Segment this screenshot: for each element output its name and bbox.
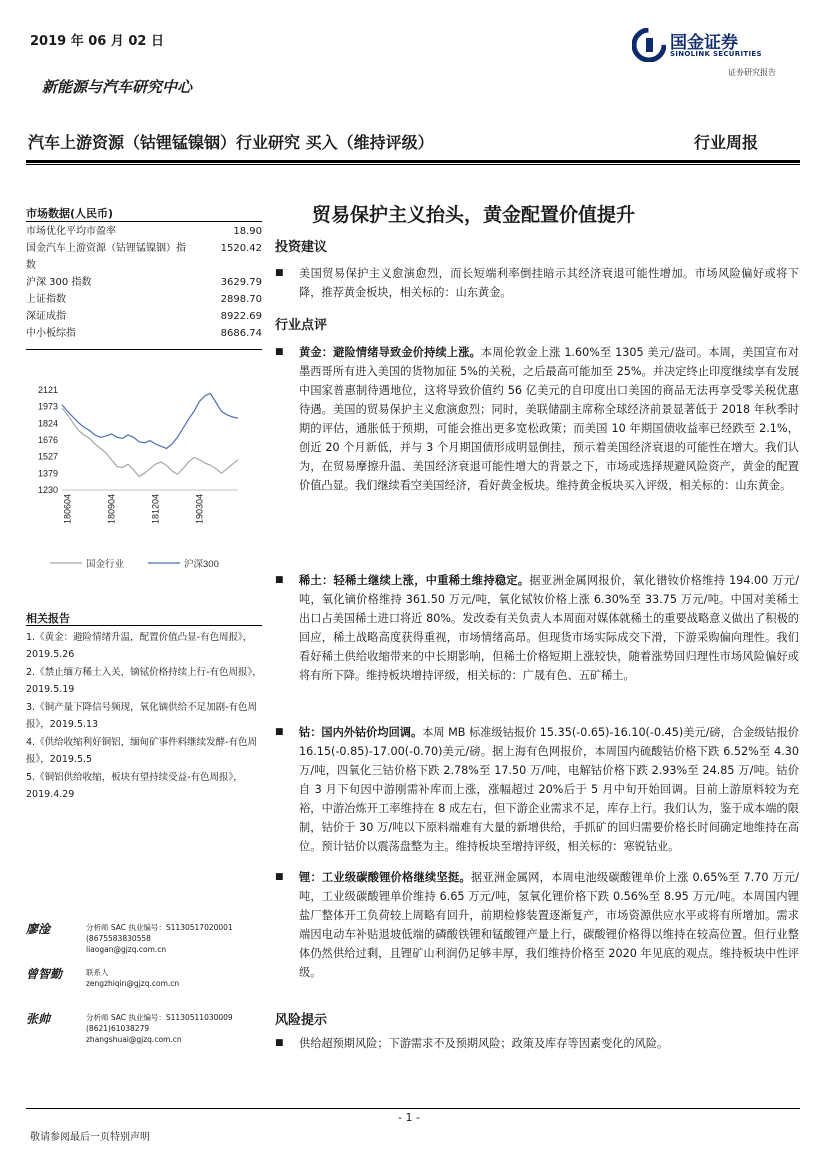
analyst-phone: (8675583830558 <box>86 934 151 943</box>
related-reports-rule <box>26 625 262 626</box>
market-label: 市场优化平均市盈率 <box>26 226 116 237</box>
lithium-heading: 锂：工业级碳酸锂价格继续坚挺。 <box>299 871 471 884</box>
page-number: - 1 - <box>398 1111 420 1124</box>
market-value: 1520.42 <box>220 243 262 254</box>
analyst-name: 曾智勤 <box>26 967 63 981</box>
rare-earth-paragraph <box>275 571 799 685</box>
cobalt-heading: 钴：国内外钴价均回调。 <box>299 726 423 739</box>
market-data-end-rule <box>26 349 262 350</box>
footer-divider <box>26 1108 800 1109</box>
risk-text: ■ 供给超预期风险；下游需求不及预期风险；政策及库存等因素变化的风险。 <box>275 1034 799 1053</box>
analyst-info <box>86 1012 233 1045</box>
y-tick-label: 1973 <box>37 401 58 412</box>
market-row <box>26 325 262 342</box>
analyst-cert: 分析师 SAC 执业编号：S1130511030009 <box>86 1013 233 1022</box>
cobalt-section <box>275 723 799 856</box>
analyst-name: 张帅 <box>26 1012 51 1026</box>
report-headline: 汽车上游资源（钴锂锰镍铟）行业研究 买入（维持评级） <box>28 133 434 152</box>
market-label: 中小板综指 <box>26 328 76 339</box>
analyst-email[interactable]: zhangshuai@gjzq.com.cn <box>86 1035 182 1044</box>
industry-review-title: 行业点评 <box>275 318 328 333</box>
analyst-email[interactable]: zengzhiqin@gjzq.com.cn <box>86 979 180 988</box>
x-tick-label: 180904 <box>106 494 117 525</box>
y-tick-label: 1379 <box>37 468 58 479</box>
rare-earth-text: 据亚洲金属网报价，氧化镨钕价格维持 194.00 万元/吨，氧化镝价格维持 361.50 万元/吨，氧化铽钕价格上涨 6.30%至 33.75 万元/吨。中国对美稀土出口占美国稀土进口将近 80%。发改委有关负责人本周面对媒体就稀土的重要战略意义做出了积极的回应，稀土战略高度获得重视，市场情绪高昂。但现货市场实际成交下滑，下游采购偏向理性。我们看好稀土供给收缩带来的中长期影响，但稀土价格短期上涨较快，随着涨势回归理性市场风险偏好或将有所下降。维持板块增持评级，相关标的：广晟有色、五矿稀土。 <box>299 574 799 682</box>
gold-paragraph <box>275 343 799 495</box>
analyst-block <box>26 965 266 1010</box>
analyst-name: 廖淦 <box>26 922 51 936</box>
gold-text: 本周伦敦金上涨 1.60%至 1305 美元/盎司。本周，美国宣布对墨西哥所有进入美国的货物加征 5%的关税，之后最高可能加至 25%。并决定终止印度继续享有发展中国家普惠制待遇地位，这将导致价值约 56 亿美元的自印度出口美国的商品无法再享受零关税优惠待遇。美国的贸易保护主义愈演愈烈；同时，美联储副主席称全球经济前景显著低于 2018 年秋季时期的评估，通胀低于预期，可能会推出更多宽松政策；而美国 10 年期国债收益率已经跌至 2.1%，创近 20 个月新低，并与 3 个月期国债形成明显倒挂，预示着美国经济衰退的可能性在增大。我们认为，在贸易摩擦升温、美国经济衰退可能性增大的背景之下，市场或选择规避风险资产，黄金的配置价值凸显。我们继续看空美国经济，看好黄金板块。维持黄金板块买入评级，相关标的：山东黄金。 <box>299 346 799 492</box>
lithium-text: 据亚洲金属网，本周电池级碳酸锂单价上涨 0.65%至 7.70 万元/吨，工业级碳酸锂单价维持 6.65 万元/吨，氢氧化锂价格下跌 0.56%至 8.95 万元/吨。本周国内锂盐厂整体开工负荷较上周略有回升，前期检修装置逐渐复产，市场资源供应水平或将有所增加。需求端因电动车补贴退坡低端的磷酸铁锂和锰酸锂产量上行，碳酸锂价格得以维持在较高位置。但行业整体仍然供给过剩，且锂矿山利润仍足够丰厚，我们维持价格至 2020 年见底的观点。维持板块中性评级。 <box>299 871 799 979</box>
invest-advice-body <box>275 264 799 302</box>
analyst-role: 联系人 <box>86 968 109 977</box>
cobalt-text: 本周 MB 标准级钴报价 15.35(-0.65)-16.10(-0.45)美元/磅，合金级钴报价 16.15(-0.85)-17.00(-0.70)美元/磅。据上海有色网报价，本周国内硫酸钴价格下跌 6.52%至 4.30 万/吨，四氧化三钴价格下跌 2.78%至 17.50 万/吨，电解钴价格下跌 2.93%至 24.85 万/吨。钴价自 3 月下旬因中游刚需补库而上涨，涨幅超过 20%后于 5 月中旬开始回调。目前上游原料较为充裕，中游冶炼开工率维持在 8 成左右，但下游企业需求不足，库存上行。我们认为，鉴于成本端的限制，钴价于 30 万/吨以下原料端难有大量的新增供给，手抓矿的回归需要价格长时间确定地维持在高位。预计钴价以震荡盘整为主。维持板块至增持评级，相关标的：寒锐钴业。 <box>299 726 799 853</box>
market-value: 8922.69 <box>220 311 262 322</box>
market-row <box>26 223 262 240</box>
related-report-item[interactable]: 3.《铜产量下降信号频现，氧化镝供给不足加剧-有色周报》，2019.5.13 <box>26 702 257 730</box>
footer-disclaimer: 敬请参阅最后一页特别声明 <box>30 1132 150 1143</box>
market-row <box>26 274 262 291</box>
market-data-rule <box>26 221 262 222</box>
y-tick-label: 1230 <box>37 485 58 495</box>
market-data-table <box>26 223 262 342</box>
analyst-info <box>86 922 233 955</box>
research-center-name: 新能源与汽车研究中心 <box>42 78 193 96</box>
gold-heading: 黄金：避险情绪导致金价持续上涨。 <box>299 346 481 359</box>
market-row <box>26 240 262 274</box>
risk-section <box>275 1034 799 1053</box>
y-tick-label: 2121 <box>37 385 58 395</box>
report-main-title: 贸易保护主义抬头，黄金配置价值提升 <box>312 204 636 226</box>
market-row <box>26 308 262 325</box>
lithium-section <box>275 868 799 982</box>
analyst-phone: (8621)61038279 <box>86 1024 150 1033</box>
analyst-list <box>26 920 266 1055</box>
index-chart <box>20 380 260 580</box>
legend-label: 沪深300 <box>184 559 219 570</box>
report-type: 行业周报 <box>694 133 759 152</box>
logo-en-text: SINOLINK SECURITIES <box>670 50 762 58</box>
legend-label: 国金行业 <box>86 559 125 570</box>
series-line-hs300 <box>62 394 238 449</box>
header-divider <box>26 160 800 163</box>
rare-earth-heading: 稀土：轻稀土继续上涨，中重稀土维持稳定。 <box>299 574 530 587</box>
analyst-cert: 分析师 SAC 执业编号：S1130517020001 <box>86 923 233 932</box>
series-line-industry <box>62 408 238 476</box>
logo-cn-text: 国金证券 <box>670 33 738 53</box>
related-report-item[interactable]: 2.《禁止缅方稀土入关，镝铽价格持续上行-有色周报》，2019.5.19 <box>26 667 262 695</box>
related-reports-list <box>26 629 266 804</box>
gold-section <box>275 343 799 495</box>
invest-advice-title: 投资建议 <box>275 240 328 255</box>
analyst-email[interactable]: liaogan@gjzq.com.cn <box>86 945 167 954</box>
x-tick-label: 180604 <box>62 494 73 525</box>
market-row <box>26 291 262 308</box>
market-value: 2898.70 <box>220 294 262 305</box>
logo-mark-icon <box>632 28 666 62</box>
related-report-item[interactable]: 1.《黄金：避险情绪升温，配置价值凸显-有色周报》，2019.5.26 <box>26 632 253 660</box>
market-value: 8686.74 <box>220 328 262 339</box>
analyst-block <box>26 920 266 965</box>
related-report-item[interactable]: 5.《铜铝供给收缩，板块有望持续受益-有色周报》，2019.4.29 <box>26 772 243 800</box>
x-tick-label: 181204 <box>150 494 161 525</box>
x-tick-label: 190304 <box>194 494 205 525</box>
cobalt-paragraph <box>275 723 799 856</box>
lithium-paragraph <box>275 868 799 982</box>
header-divider-thin <box>26 164 800 165</box>
related-reports-title: 相关报告 <box>26 612 70 625</box>
y-tick-label: 1676 <box>37 434 58 445</box>
analyst-block <box>26 1010 266 1055</box>
report-date: 2019 年 06 月 02 日 <box>30 34 164 49</box>
related-report-item[interactable]: 4.《供给收缩利好铜铝，缅甸矿事件料继续发酵-有色周报》，2019.5.5 <box>26 737 257 765</box>
market-data-title: 市场数据(人民币) <box>26 207 114 220</box>
invest-advice-text: ■ 美国贸易保护主义愈演愈烈，而长短端利率倒挂暗示其经济衰退可能性增加。市场风险偏好或将下降，推荐黄金板块，相关标的：山东黄金。 <box>275 264 799 302</box>
market-label: 深证成指 <box>26 311 66 322</box>
rare-earth-section <box>275 571 799 685</box>
index-chart-svg <box>20 380 260 580</box>
risk-title: 风险提示 <box>275 1013 328 1028</box>
y-tick-label: 1527 <box>37 451 58 462</box>
analyst-info <box>86 967 179 989</box>
market-label: 沪深 300 指数 <box>26 277 92 288</box>
y-tick-label: 1824 <box>37 418 58 429</box>
market-value: 3629.79 <box>220 277 262 288</box>
market-label: 国金汽车上游资源（钴锂锰镍铟）指数 <box>26 243 186 271</box>
logo-subtitle: 证券研究报告 <box>728 68 776 77</box>
market-value: 18.90 <box>233 226 262 237</box>
market-label: 上证指数 <box>26 294 66 305</box>
